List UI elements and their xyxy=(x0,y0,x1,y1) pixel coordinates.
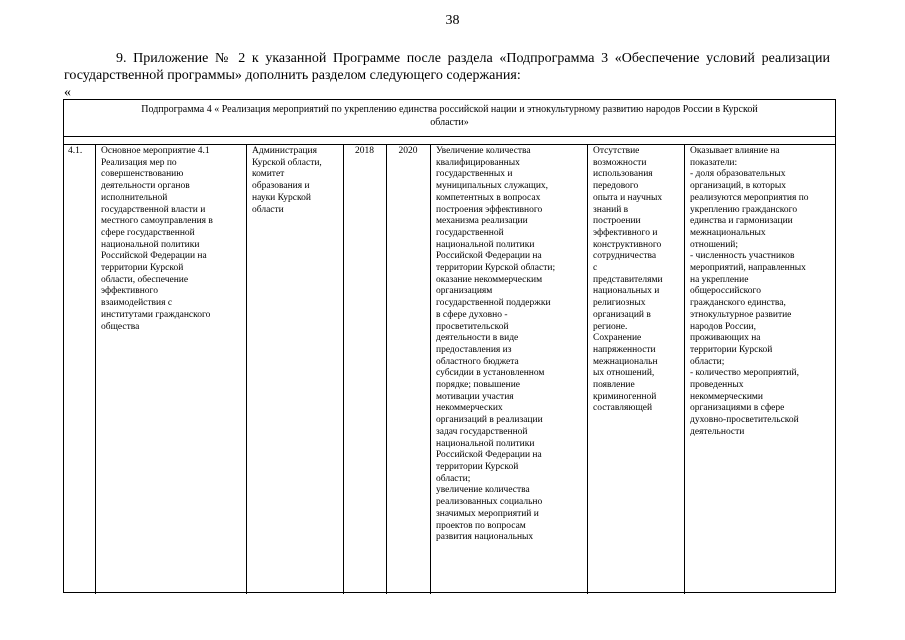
page-number: 38 xyxy=(445,13,460,28)
opening-quote: « xyxy=(64,85,71,100)
header-rule xyxy=(64,144,835,145)
main-event-cell: Основное мероприятие 4.1 Реализация мер по совершенствованию деятельности органов исполнительной государственной власти и местного самоуправления в сфере государственной национальной политики Российской Федерации на территории Курской области, обеспечение эффективного взаимодействия с институтами гражданского общества xyxy=(101,146,213,332)
intro-text: 9. Приложение № 2 к указанной Программе после раздела «Подпрограмма 3 «Обеспечение условий реализации государственной программы» дополнить разделом следующего содержания: xyxy=(64,51,830,83)
col-divider xyxy=(386,144,387,594)
consequences-cell: Отсутствие возможности использования передового опыта и научных знаний в построении эффективного и конструктивного сотрудничества с представителями национальных и религиозных организаций в регионе. Сохранение напряженности межнациональн ых отношений, появление криминогенной составляющей xyxy=(593,146,663,414)
title-rule xyxy=(64,136,835,137)
indicators-cell: Оказывает влияние на показатели: - доля образовательных организаций, в которых реализуются мероприятия по укреплению гражданского единства и гармонизации межнациональных отношений; - численность участников мероприятий, направленных на укрепление общероссийского гражданского единства, этнокультурное развитие народов России, проживающих на территории Курской области; - количество мероприятий, проведенных некоммерческими организациями в сфере духовно-просветительской деятельности xyxy=(690,146,809,437)
subprogram-table xyxy=(63,99,836,593)
end-year-cell: 2020 xyxy=(398,146,418,156)
col-divider xyxy=(587,144,588,594)
col-divider xyxy=(95,144,96,594)
col-divider xyxy=(246,144,247,594)
expected-result-cell: Увеличение количества квалифицированных государственных и муниципальных служащих, компетентных в вопросах построения эффективного механизма реализации государственной национальной политики Российской Федерации на территории Курской области; оказание некоммерческим организациям государственной поддержки в сфере духовно - просветительской деятельности в виде предоставления из областного бюджета субсидии в установленном порядке; повышение мотивации участия некоммерческих организаций в реализации задач государственной национальной политики Российской Федерации на территории Курской области; увеличение количества реализованных социально значимых мероприятий и проектов по вопросам развития национальных xyxy=(436,146,556,543)
row-number: 4.1. xyxy=(68,146,83,156)
col-divider xyxy=(430,144,431,594)
intro-paragraph xyxy=(64,50,830,84)
col-divider xyxy=(684,144,685,594)
executor-cell: Администрация Курской области, комитет образования и науки Курской области xyxy=(252,146,322,215)
col-divider xyxy=(343,144,344,594)
start-year-cell: 2018 xyxy=(355,146,374,156)
subprogram-title: Подпрограмма 4 « Реализация мероприятий по укреплению единства российской нации и этнокультурному развитию народов России в Курской области» xyxy=(141,104,758,128)
